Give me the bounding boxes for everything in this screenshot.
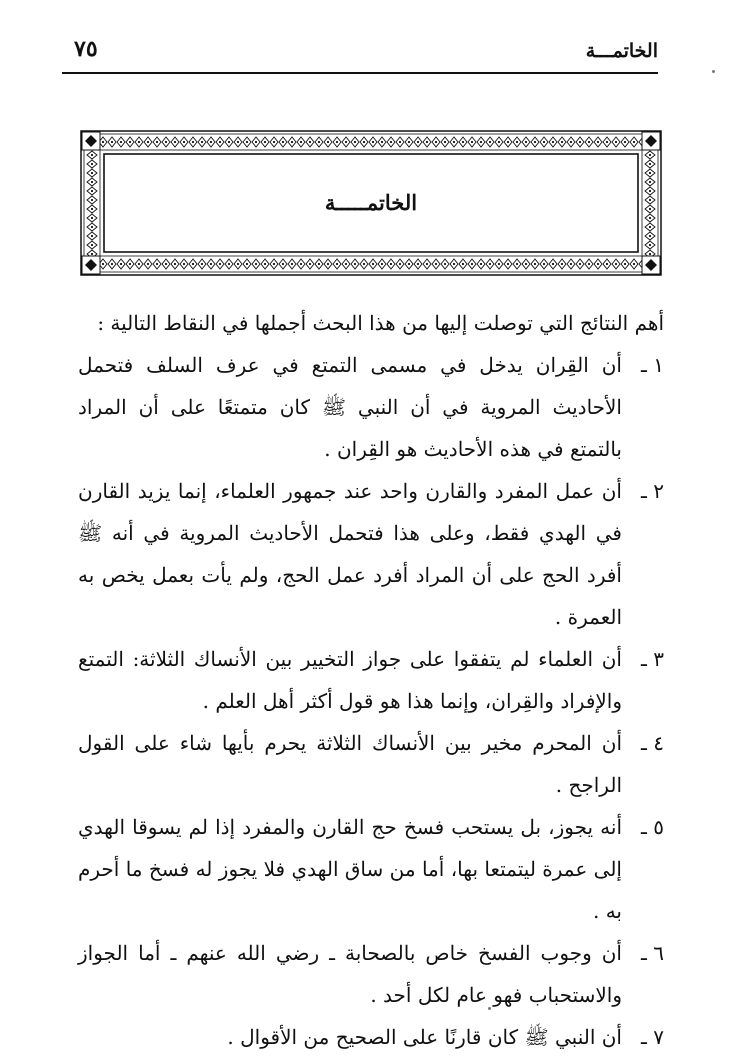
list-item [78, 806, 664, 932]
item-text: أن النبي ﷺ كان قارنًا على الصحيح من الأقوال . [227, 1025, 622, 1049]
list-item [78, 1016, 664, 1058]
intro-paragraph: أهم النتائج التي توصلت إليها من هذا البحث أجملها في النقاط التالية : [97, 311, 664, 335]
header-rule [62, 72, 658, 74]
item-number: ٣ ـ [641, 647, 664, 671]
list-item [78, 932, 664, 1016]
scan-speck [488, 1007, 491, 1010]
running-header-title: الخاتمـــة [585, 40, 658, 62]
conclusion-body [78, 302, 664, 1058]
item-number: ٢ ـ [641, 479, 664, 503]
item-text: أن المحرم مخير بين الأنساك الثلاثة يحرم بأيها شاء على القول الراجح . [78, 731, 622, 797]
item-text: أنه يجوز، بل يستحب فسخ حج القارن والمفرد إذا لم يسوقا الهدي إلى عمرة ليتمتعا بها، أما من ساق الهدي فلا يجوز له فسخ ما أحرم به . [78, 815, 622, 923]
scan-speck [712, 70, 715, 73]
list-item [78, 638, 664, 722]
item-number: ٥ ـ [641, 815, 664, 839]
list-item [78, 344, 664, 470]
list-item [78, 722, 664, 806]
item-number: ٤ ـ [641, 731, 664, 755]
item-number: ٧ ـ [641, 1025, 664, 1049]
results-list [78, 344, 664, 1058]
item-number: ٦ ـ [641, 941, 664, 965]
page-number: ٧٥ [74, 36, 98, 62]
running-header [62, 36, 658, 70]
item-text: أن وجوب الفسخ خاص بالصحابة ـ رضي الله عنهم ـ أما الجواز والاستحباب فهو عام لكل أحد . [78, 941, 622, 1007]
title-frame [80, 130, 662, 276]
item-number: ١ ـ [641, 353, 664, 377]
item-text: أن عمل المفرد والقارن واحد عند جمهور العلماء، إنما يزيد القارن في الهدي فقط، وعلى هذا فتحمل الأحاديث المروية في أنه ﷺ أفرد الحج على أن المراد أفرد عمل الحج، ولم يأت بعمل يخص به العمرة . [78, 479, 622, 629]
section-title: الخاتمـــــة [324, 190, 418, 215]
item-text: أن القِران يدخل في مسمى التمتع في عرف السلف فتحمل الأحاديث المروية في أن النبي ﷺ كان متمتعًا على أن المراد بالتمتع في هذه الأحاديث هو القِران . [78, 353, 622, 461]
list-item [78, 470, 664, 638]
item-text: أن العلماء لم يتفقوا على جواز التخيير بين الأنساك الثلاثة: التمتع والإفراد والقِران، وإنما هذا هو قول أكثر أهل العلم . [78, 647, 622, 713]
